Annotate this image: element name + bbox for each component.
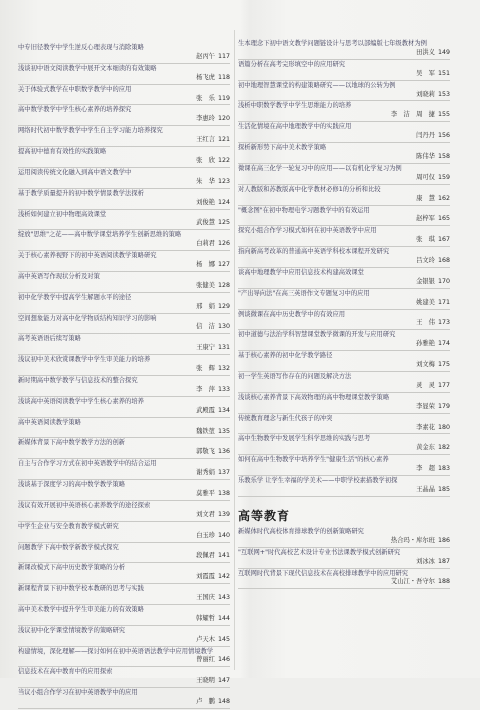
toc-entry-meta [18, 428, 230, 437]
toc-entry-author: 吴 军 [416, 69, 435, 77]
toc-entry-title: 高中数学教学中学生核心素养的培养探究 [18, 106, 132, 114]
toc-entry [238, 549, 450, 569]
toc-entry [18, 356, 230, 376]
toc-entry [18, 252, 230, 272]
toc-entry-meta [238, 486, 450, 495]
toc-entry-title: 浅谈基于深度学习的高中数学教学策略 [18, 481, 126, 489]
toc-entry [238, 394, 450, 414]
toc-entry [18, 648, 230, 668]
toc-entry [18, 627, 230, 647]
toc-entry-meta [238, 215, 450, 224]
toc-entry [18, 273, 230, 293]
toc-entry-meta [238, 537, 450, 546]
toc-entry-meta [18, 53, 230, 62]
toc-left-column [18, 44, 230, 710]
toc-entry-page: 183 [437, 465, 450, 473]
toc-entry-meta [18, 365, 230, 374]
toc-entry-page: 153 [437, 90, 450, 98]
toc-entry-author: 刘霞霞 [196, 573, 215, 581]
toc-entry-meta [18, 469, 230, 478]
toc-entry-page: 186 [437, 536, 450, 544]
toc-entry-author: 王晶晶 [416, 485, 435, 493]
toc-entry-title: 传统教育理念与新生代孩子的冲突 [238, 414, 333, 422]
toc-entry-page: 148 [217, 698, 230, 706]
toc-entry-author: 刘文梅 [416, 361, 435, 369]
toc-entry-page: 121 [217, 136, 230, 144]
toc-right-column [238, 40, 450, 590]
toc-entry-page: 124 [217, 198, 230, 206]
toc-entry-meta [238, 382, 450, 391]
toc-entry-author: 李惠玲 [196, 115, 215, 123]
toc-entry [238, 331, 450, 351]
toc-entry-title: 生活化情境在高中地理教学中的实践应用 [238, 123, 352, 131]
toc-entry-page: 139 [217, 510, 230, 518]
toc-entry-title: 语篇分析在高考完形填空中的应用研究 [238, 60, 346, 68]
toc-entry-title: 浅析如何建立初中物理高效课堂 [18, 210, 107, 218]
toc-entry-page: 134 [217, 406, 230, 414]
toc-entry-page: 146 [217, 656, 230, 664]
toc-entry-author: 刘俊艳 [196, 198, 215, 206]
toc-entry-page: 126 [217, 240, 230, 248]
toc-entry-page: 129 [217, 302, 230, 310]
toc-entry-page: 162 [437, 194, 450, 202]
toc-entry-page: 151 [437, 69, 450, 77]
toc-entry [18, 544, 230, 564]
toc-entry-title: 互联网时代背景下现代信息技术在高校排球教学中的应用研究 [238, 569, 409, 577]
toc-entry-page: 171 [437, 298, 450, 306]
toc-entry [238, 186, 450, 206]
toc-entry [18, 294, 230, 314]
toc-entry-page: 180 [437, 423, 450, 431]
toc-entry-title: 基于核心素养的初中化学教学路径 [238, 352, 333, 360]
toc-entry-meta [18, 157, 230, 166]
toc-entry [18, 564, 230, 584]
toc-entry-page: 132 [217, 365, 230, 373]
toc-entry-page: 135 [217, 427, 230, 435]
toc-entry-page: 173 [437, 319, 450, 327]
toc-entry [18, 502, 230, 522]
toc-entry-title: 新时期高中数学教学与信息技术的整合探究 [18, 377, 138, 384]
toc-entry-title: 自主与合作学习方式在初中英语教学中的结合运用 [18, 460, 157, 468]
toc-entry-page: 138 [217, 489, 230, 497]
toc-entry-title: 初中道德与法治学科智慧课堂教学微课的开发与应用研究 [238, 331, 396, 339]
toc-entry-title: 高中英语写作现状分析及对策 [18, 272, 100, 280]
toc-entry-title: 初中化学教学中提高学生解题水平的途径 [18, 293, 132, 301]
toc-entry-author: 张 欣 [196, 156, 215, 164]
toc-entry-page: 125 [217, 219, 230, 227]
toc-entry [18, 419, 230, 439]
toc-entry-author: 武俊慧 [196, 219, 215, 227]
toc-entry-title: 运用阅读传统文化融入到高中语文教学中 [18, 168, 132, 176]
toc-entry-meta [18, 407, 230, 416]
toc-entry-meta [18, 74, 230, 83]
toc-entry-title: 浅谈初中语文阅读教学中展开文本细读的有效策略 [18, 64, 157, 72]
toc-entry-meta [18, 240, 230, 249]
toc-entry-author: 谢秀娟 [196, 469, 215, 477]
toc-entry-meta [18, 136, 230, 145]
toc-entry-meta [238, 465, 450, 474]
toc-entry-page: 120 [217, 115, 230, 123]
toc-entry [18, 65, 230, 85]
toc-entry [238, 373, 450, 393]
toc-entry-page: 119 [217, 94, 230, 102]
toc-entry-page: 156 [437, 132, 450, 140]
toc-entry-page: 149 [437, 48, 450, 56]
toc-entry [238, 102, 450, 122]
toc-entry-page: 170 [437, 277, 450, 285]
toc-entry-meta [238, 361, 450, 370]
toc-entry-author: 王晓明 [196, 677, 215, 685]
toc-entry [18, 460, 230, 480]
toc-entry-title: 探析新形势下高中美术教学策略 [238, 144, 327, 152]
toc-entry-page: 165 [437, 215, 450, 223]
toc-higher-education-list [238, 528, 450, 589]
toc-entry-page: 118 [217, 73, 230, 81]
toc-entry-author: 周可仅 [416, 173, 435, 181]
toc-entry-author: 白莉君 [196, 240, 215, 248]
toc-entry-page: 143 [217, 594, 230, 602]
toc-entry-meta [238, 319, 450, 328]
toc-entry [238, 435, 450, 455]
toc-entry-page: 127 [217, 261, 230, 269]
toc-entry [238, 311, 450, 331]
toc-entry-meta [18, 698, 230, 707]
toc-entry-meta [238, 153, 450, 162]
toc-entry [238, 528, 450, 548]
toc-entry-title: 基于教学质量提升的初中数学情景教学法探析 [18, 189, 144, 197]
toc-entry-title: 高中美术教学中提升学生审美能力的有效策略 [18, 605, 144, 613]
toc-entry [238, 477, 450, 497]
toc-entry-page: 179 [437, 402, 450, 410]
toc-entry [238, 40, 450, 60]
toc-entry [238, 352, 450, 372]
toc-entry-meta [238, 403, 450, 412]
toc-entry-author: 姚建美 [416, 298, 435, 306]
toc-entry-title: 绽放"思维"之花——高中数学课堂培养学生创新思维的策略 [18, 231, 182, 239]
toc-entry-meta [238, 424, 450, 433]
toc-entry-title: 初中地理智慧课堂的构建策略研究——以地球的公转为例 [238, 81, 396, 89]
toc-entry [238, 415, 450, 435]
toc-entry-title: 高中生物教学中发展学生科学思维的实践与思考 [238, 435, 371, 443]
toc-entry-page: 185 [437, 485, 450, 493]
toc-entry-author: 王红言 [196, 136, 215, 144]
toc-entry [18, 481, 230, 501]
toc-entry-author: 艾山江・吾守尔 [390, 578, 435, 586]
toc-entry-page: 167 [437, 236, 450, 244]
toc-entry-title: 浅议初中美术欣赏课教学中学生审美能力的培养 [18, 356, 151, 364]
toc-entry-meta [18, 552, 230, 561]
toc-entry-meta [18, 115, 230, 124]
toc-entry-page: 155 [437, 111, 450, 119]
toc-entry-meta [238, 444, 450, 453]
toc-entry [18, 190, 230, 210]
toc-entry [238, 269, 450, 289]
toc-entry [238, 165, 450, 185]
toc-entry-author: 朱 华 [196, 177, 215, 185]
toc-entry-title: 谈高中地理教学中应用信息技术构建高效课堂 [238, 268, 364, 276]
toc-entry-title: 网络时代初中数学教学中学生自主学习能力培养探究 [18, 127, 163, 135]
toc-entry-meta [238, 195, 450, 204]
toc-entry-page: 187 [437, 557, 450, 565]
toc-entry-meta [18, 95, 230, 104]
toc-entry-page: 142 [217, 573, 230, 581]
toc-entry-meta [18, 178, 230, 187]
toc-entry-meta [238, 111, 450, 120]
toc-entry-title: 新课改模式下高中历史教学策略的分析 [18, 564, 126, 572]
toc-entry-title: 新课程背景下初中数学校本教研的思考与实践 [18, 585, 144, 593]
toc-entry-meta [18, 344, 230, 353]
toc-entry-author: 莫雅平 [196, 489, 215, 497]
toc-entry-meta [18, 323, 230, 332]
toc-entry-page: 141 [217, 552, 230, 560]
toc-entry-author: 段佩君 [196, 552, 215, 560]
toc-entry-author: 张 琪 [416, 236, 435, 244]
toc-entry-title: "产出导向法"在高三英语作文专题复习中的应用 [238, 289, 370, 297]
toc-entry-page: 123 [217, 177, 230, 185]
toc-entry-meta [238, 132, 450, 141]
toc-entry-author: 王国庆 [196, 594, 215, 602]
toc-entry-author: 武殿霞 [196, 406, 215, 414]
toc-entry-author: 刘冰冰 [416, 557, 435, 565]
toc-entry-author: 金银银 [416, 277, 435, 285]
toc-entry-page: 131 [217, 344, 230, 352]
toc-entry-title: 问题教学下高中数学新教学模式探究 [18, 543, 119, 551]
toc-entry [18, 606, 230, 626]
toc-entry-title: 浅谈高中英语阅读教学中学生核心素养的培养 [18, 397, 144, 405]
toc-entry-title: "互联网+"时代高校艺术设计专业书法课教学模式创新研究 [238, 548, 401, 556]
toc-entry-author: 韩耀哲 [196, 614, 215, 622]
toc-entry-title: 中学生企业与安全教育教学模式研究 [18, 522, 119, 530]
toc-entry-author: 赵梓军 [416, 215, 435, 223]
toc-entry-author: 刘晓莉 [416, 90, 435, 98]
toc-entry [238, 290, 450, 310]
toc-entry-title: 高考英语语后续写策略 [18, 335, 81, 343]
toc-entry-title: 信息技术在高中教育中的应用探索 [18, 668, 113, 676]
toc-entry [18, 169, 230, 189]
toc-entry-meta [18, 677, 230, 686]
toc-entry-title: 浅析中职数学教学中学生思维能力的培养 [238, 102, 352, 110]
toc-entry-title: 初一学生英语写作存在的问题及解决方法 [238, 373, 352, 380]
toc-entry-title: "概念图"在初中物理电学习题教学中的有效运用 [238, 206, 370, 214]
toc-entry-meta [238, 174, 450, 183]
toc-entry [238, 144, 450, 164]
toc-entry-page: 177 [437, 381, 450, 389]
toc-entry [238, 123, 450, 143]
toc-entry-author: 赵丙午 [196, 52, 215, 60]
toc-entry-title: 浅谈核心素养背景下高效物理的高中物理课堂教学策略 [238, 393, 390, 401]
toc-entry-title: 浅议有效开展初中英语核心素养教学的途径探索 [18, 501, 151, 509]
toc-entry-author: 李 超 [416, 465, 435, 473]
toc-entry-author: 闫丹丹 [416, 132, 435, 140]
toc-entry-author: 李显荣 [416, 402, 435, 410]
toc-entry-title: 关于体验式教学在中职数学教学中的应用 [18, 85, 132, 93]
toc-entry-meta [238, 340, 450, 349]
toc-entry [238, 248, 450, 268]
toc-entry-author: 吕文玲 [416, 257, 435, 265]
toc-entry-title: 生本理念下初中语文教学问题链设计与思考以部编版七年级教材为例 [238, 40, 427, 47]
toc-entry-meta [18, 573, 230, 582]
toc-entry-meta [18, 490, 230, 499]
toc-entry-author: 张健美 [196, 281, 215, 289]
toc-entry-meta [238, 91, 450, 100]
toc-entry-title: 浅议初中化学课堂情境教学的策略研究 [18, 626, 126, 634]
toc-entry [18, 44, 230, 64]
toc-entry-title: 对人教版和苏教版高中化学教材必修1的分析和比较 [238, 185, 381, 193]
toc-entry-page: 174 [437, 340, 450, 348]
toc-entry [238, 456, 450, 476]
toc-entry [18, 585, 230, 605]
toc-entry-meta [238, 278, 450, 287]
toc-entry-page: 188 [437, 578, 450, 586]
toc-entry-title: 乐教乐学 让学生幸福的学美术——中职学校素描教学初探 [238, 477, 398, 485]
toc-entry-meta [18, 282, 230, 291]
toc-entry-page: 130 [217, 323, 230, 331]
toc-entry [18, 106, 230, 126]
toc-entry [238, 570, 450, 590]
toc-entry-author: 杨飞虎 [196, 73, 215, 81]
toc-entry-author: 热合玛・库尔班 [390, 536, 435, 544]
toc-entry-author: 张 乐 [196, 94, 215, 102]
toc-entry [18, 439, 230, 459]
toc-entry-title: 如何在高中生物教学中培养学生"健康生活"的核心素养 [238, 456, 389, 464]
toc-entry [18, 523, 230, 543]
toc-entry-author: 康 慧 [416, 194, 435, 202]
section-title-higher-education: 高等教育 [238, 508, 291, 523]
toc-entry [18, 86, 230, 106]
toc-entry [18, 148, 230, 168]
toc-entry-page: 117 [217, 52, 230, 60]
toc-entry-meta [18, 594, 230, 603]
toc-entry-author: 孙雅艳 [416, 340, 435, 348]
toc-entry-meta [18, 261, 230, 270]
toc-entry-author: 刘文君 [196, 510, 215, 518]
toc-entry-author: 白玉珍 [196, 531, 215, 539]
toc-entry-author: 卢天木 [196, 635, 215, 643]
toc-entry-title: 当议小组合作学习在初中英语教学中的应用 [18, 689, 138, 697]
toc-entry-author: 陈伟华 [416, 152, 435, 160]
toc-entry-title: 高中英语阅读教学策略 [18, 418, 81, 426]
toc-entry-meta [18, 448, 230, 457]
toc-entry-meta [238, 257, 450, 266]
toc-entry-author: 信 洁 [196, 323, 215, 331]
toc-entry-author: 李 萍 [196, 385, 215, 393]
column-divider [234, 30, 235, 670]
toc-entry-page: 137 [217, 469, 230, 477]
toc-entry-meta [238, 236, 450, 245]
toc-entry-meta [18, 386, 230, 395]
toc-entry-title: 探究小组合作学习模式如何在初中英语教学中应用 [238, 227, 377, 235]
toc-entry-author: 杨 娜 [196, 261, 215, 269]
toc-entry [18, 335, 230, 355]
toc-entry-title: 例谈微课在高中历史教学中的有效应用 [238, 310, 346, 318]
toc-entry [18, 231, 230, 251]
toc-entry-meta [238, 299, 450, 308]
toc-entry-page: 175 [437, 361, 450, 369]
toc-entry [18, 315, 230, 335]
toc-entry-title: 中专旧径教学中学生逆反心理表现与消除策略 [18, 44, 144, 51]
toc-entry [238, 61, 450, 81]
toc-entry [18, 127, 230, 147]
toc-entry-author: 魏铁堃 [196, 427, 215, 435]
toc-entry-author: 王康宁 [196, 344, 215, 352]
toc-entry-meta [18, 219, 230, 228]
toc-entry-page: 145 [217, 635, 230, 643]
toc-entry-page: 147 [217, 677, 230, 685]
toc-entry-page: 128 [217, 281, 230, 289]
toc-entry-meta [18, 636, 230, 645]
toc-entry [18, 377, 230, 397]
toc-entry-page: 122 [217, 156, 230, 164]
toc-entry-author: 李素花 [416, 423, 435, 431]
toc-entry [238, 82, 450, 102]
toc-entry [18, 398, 230, 418]
toc-entry-author: 王 伟 [416, 319, 435, 327]
toc-entry [18, 668, 230, 688]
toc-entry-page: 168 [437, 257, 450, 265]
toc-entry-page: 140 [217, 531, 230, 539]
toc-entry-meta [18, 511, 230, 520]
toc-entry-title: 指向新高考改革的普通高中英语学科校本课程开发研究 [238, 248, 390, 256]
toc-entry-title: 新媒体时代高校体育排球教学的创新策略研究 [238, 527, 364, 535]
toc-entry-meta [238, 578, 450, 587]
toc-entry-author: 田洪义 [416, 48, 435, 56]
toc-entry-title: 新媒体背景下高中数学教学方法的创新 [18, 439, 126, 447]
toc-entry-author: 李 洁 周 捷 [390, 111, 435, 119]
toc-entry [238, 227, 450, 247]
toc-entry-meta [238, 49, 450, 58]
toc-entry-page: 136 [217, 448, 230, 456]
toc-right-list [238, 40, 450, 497]
toc-entry-author: 灵 灵 [416, 381, 435, 389]
toc-entry-title: 提高初中德育有效性的实践策略 [18, 148, 107, 156]
toc-entry-author: 黄金东 [416, 444, 435, 452]
toc-entry-meta [18, 303, 230, 312]
toc-entry-meta [18, 199, 230, 208]
toc-entry-author: 张 辉 [196, 365, 215, 373]
toc-entry-meta [238, 558, 450, 567]
toc-entry-author: 郭敬飞 [196, 448, 215, 456]
toc-entry [238, 207, 450, 227]
toc-entry-title: 空间想象能力对高中化学物质结构知识学习的影响 [18, 314, 157, 322]
toc-entry-author: 曾丽红 [196, 656, 215, 664]
toc-entry-author: 邢 娟 [196, 302, 215, 310]
toc-entry-page: 182 [437, 444, 450, 452]
toc-entry-meta [18, 656, 230, 665]
toc-entry-page: 144 [217, 614, 230, 622]
toc-entry-author: 卢 鹏 [196, 698, 215, 706]
toc-entry-page: 159 [437, 173, 450, 181]
toc-entry-page: 133 [217, 385, 230, 393]
toc-entry [18, 211, 230, 231]
toc-entry [18, 689, 230, 709]
toc-entry-meta [18, 615, 230, 624]
toc-entry-page: 158 [437, 152, 450, 160]
toc-entry-title: 构建情境，深化理解——探讨如何在初中英语语法教学中应用情境教学 [18, 647, 214, 655]
toc-entry-meta [238, 70, 450, 79]
toc-entry-meta [18, 532, 230, 541]
toc-entry-title: 微课在高三化学一轮复习中的应用——以有机化学复习为例 [238, 164, 402, 172]
toc-entry-title: 关于核心素养视野下的初中英语阅读教学策略研究 [18, 252, 157, 260]
